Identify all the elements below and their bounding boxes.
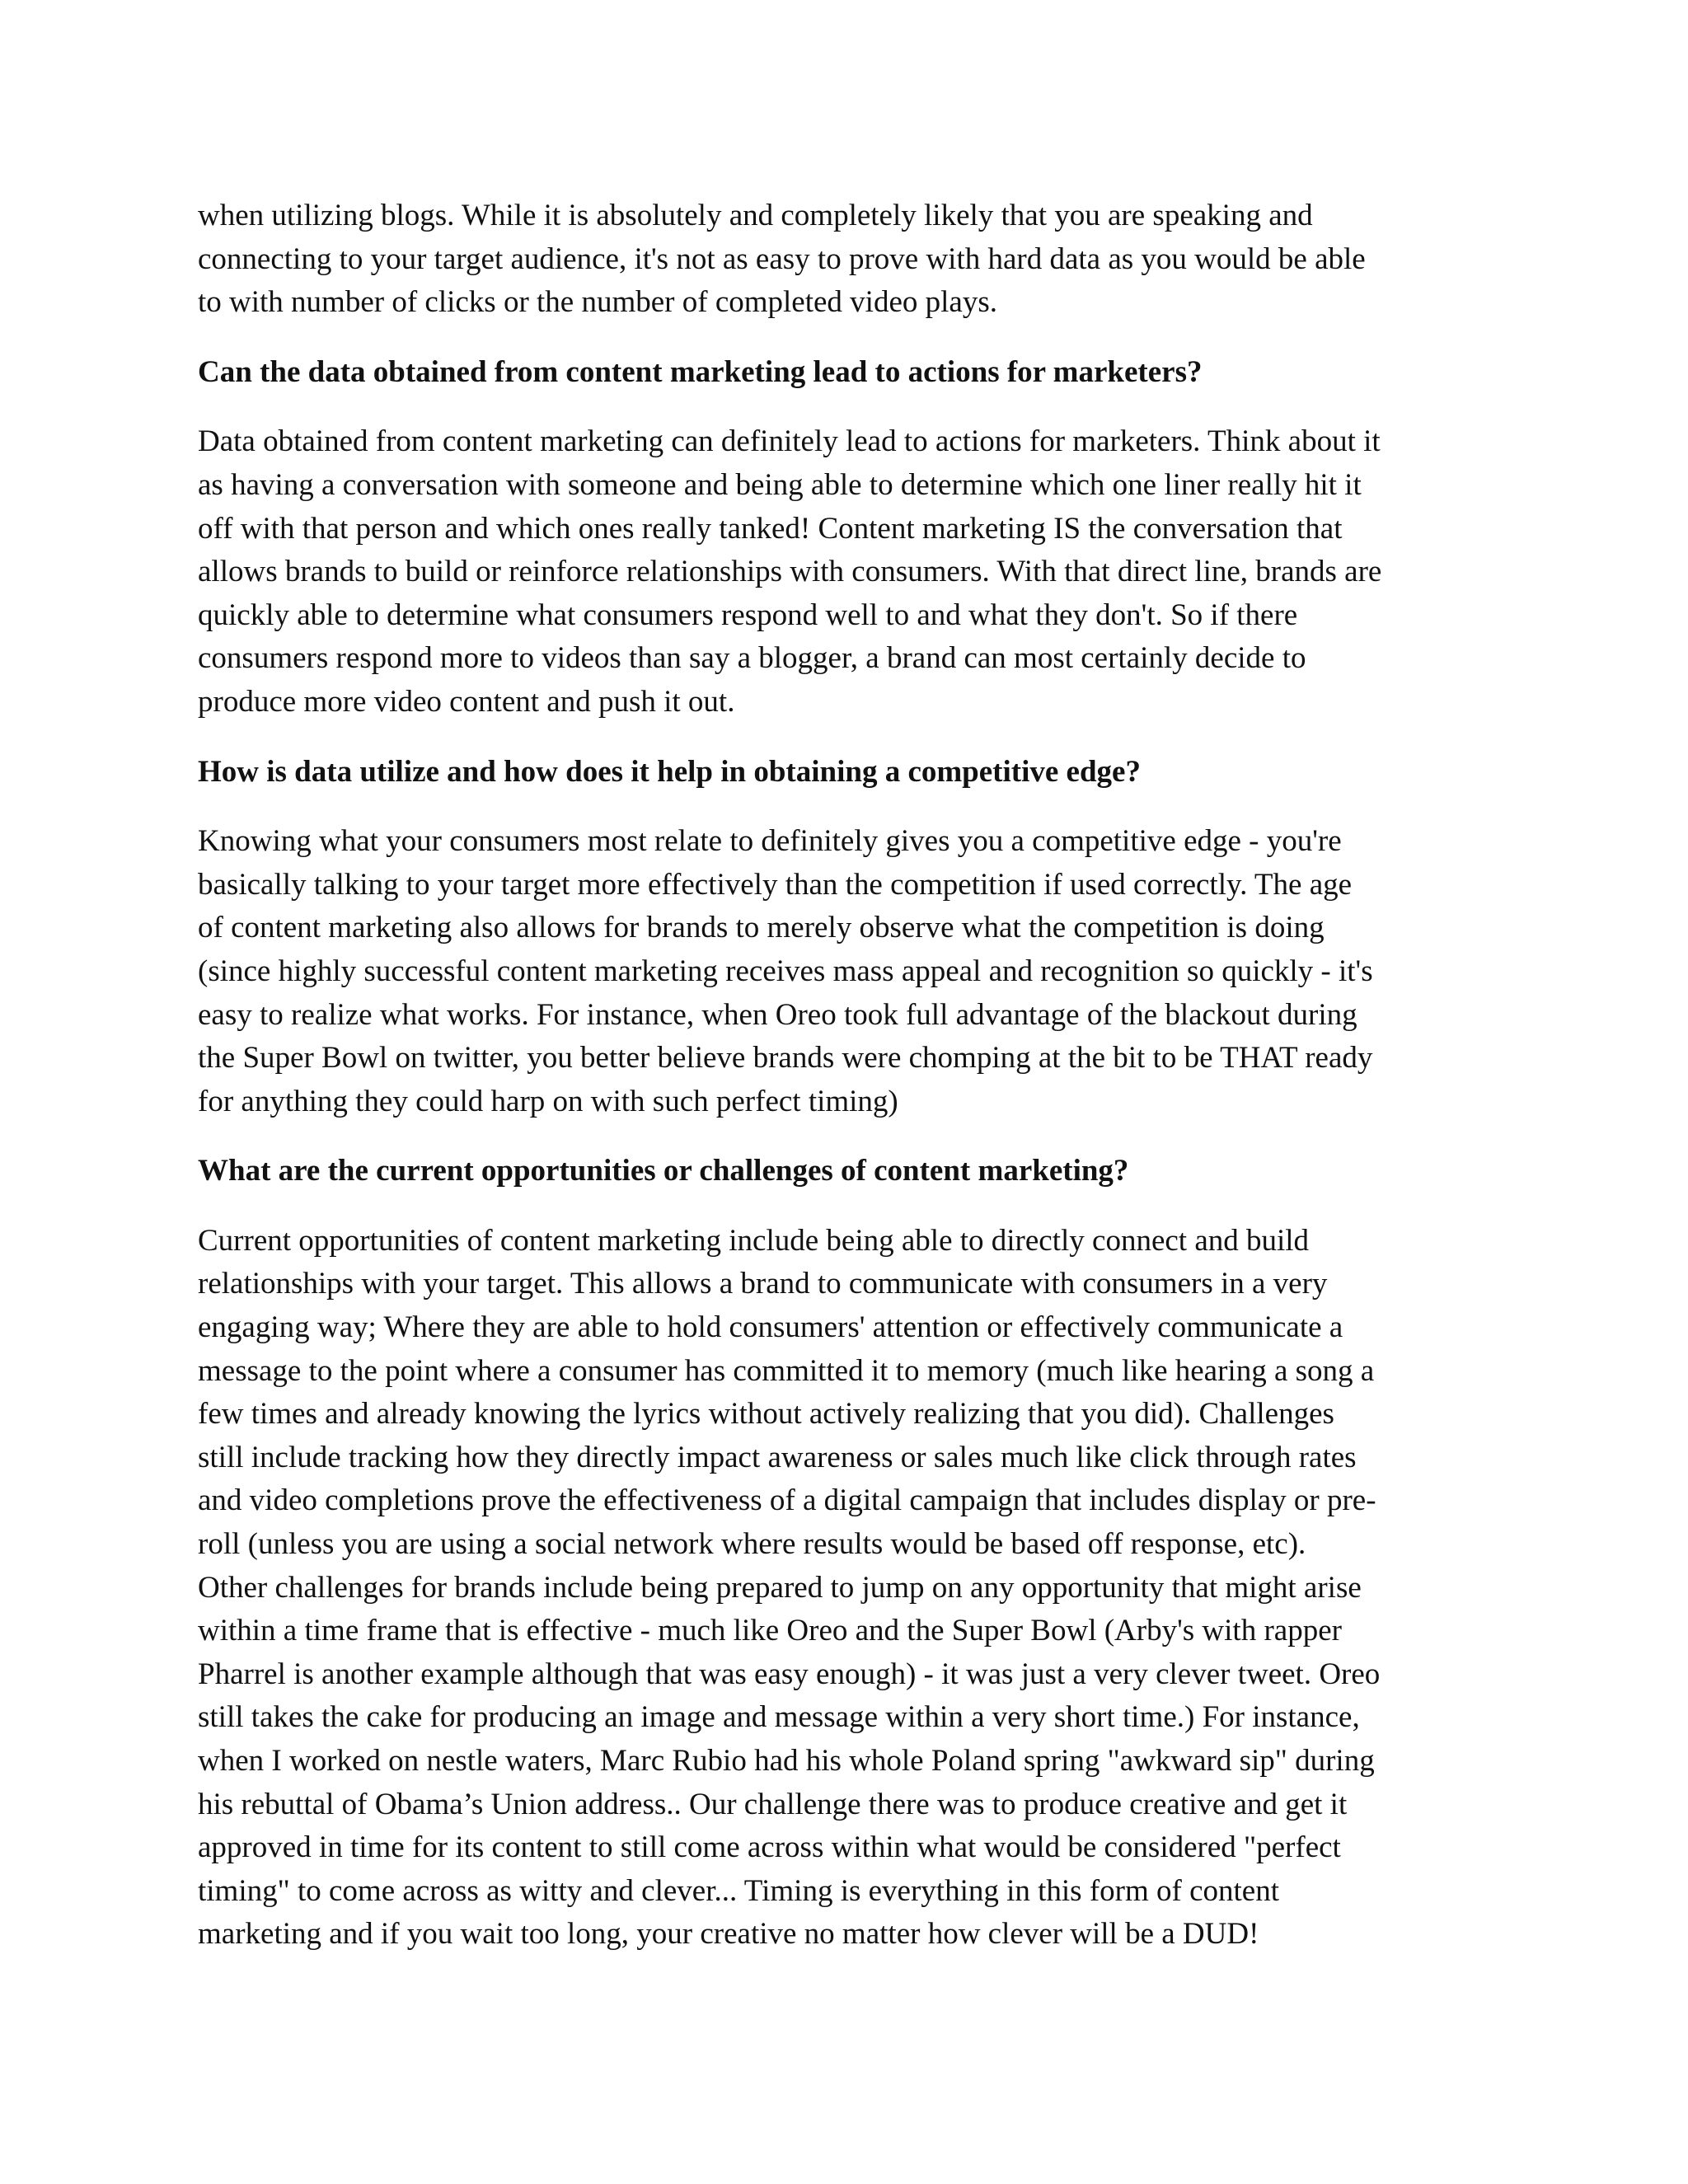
paragraph-line: timing" to come across as witty and clever... Timing is everything in this form of content (198, 1873, 1279, 1908)
paragraph-line: roll (unless you are using a social network where results would be based off response, etc). (198, 1527, 1306, 1562)
paragraph-line: Current opportunities of content marketing include being able to directly connect and build (198, 1223, 1310, 1258)
paragraph-line: allows brands to build or reinforce relationships with consumers. With that direct line, brands are (198, 555, 1382, 589)
section-heading-data-actions: Can the data obtained from content marketing lead to actions for marketers? (198, 354, 1203, 389)
paragraph-line: for anything they could harp on with such perfect timing) (198, 1084, 898, 1118)
paragraph-line: Pharrel is another example although that was easy enough) - it was just a very clever tweet. Oreo (198, 1657, 1381, 1691)
paragraph-line: Other challenges for brands include being prepared to jump on any opportunity that might arise (198, 1570, 1362, 1605)
paragraph-line: message to the point where a consumer has committed it to memory (much like hearing a song a (198, 1353, 1375, 1388)
paragraph-line: when I worked on nestle waters, Marc Rubio had his whole Poland spring "awkward sip" during (198, 1744, 1375, 1778)
paragraph-line: (since highly successful content marketing receives mass appeal and recognition so quickly - it's (198, 954, 1373, 988)
paragraph-line: engaging way; Where they are able to hold consumers' attention or effectively communicate a (198, 1310, 1343, 1345)
paragraph-opportunities-challenges (198, 1220, 1484, 1957)
paragraph-line: off with that person and which ones really tanked! Content marketing IS the conversation that (198, 511, 1343, 546)
paragraph-blogs-measurement (198, 194, 1484, 325)
paragraph-line: easy to realize what works. For instance, when Oreo took full advantage of the blackout during (198, 997, 1357, 1032)
paragraph-line: and video completions prove the effectiveness of a digital campaign that includes display or pre- (198, 1483, 1376, 1518)
section-heading-opportunities-challenges: What are the current opportunities or challenges of content marketing? (198, 1154, 1129, 1188)
paragraph-line: still include tracking how they directly impact awareness or sales much like click through rates (198, 1440, 1357, 1474)
paragraph-competitive-edge (198, 820, 1484, 1123)
paragraph-line: when utilizing blogs. While it is absolutely and completely likely that you are speaking and (198, 199, 1313, 232)
document-body (198, 194, 1484, 1983)
paragraph-line: basically talking to your target more effectively than the competition if used correctly. The age (198, 867, 1353, 902)
paragraph-line: within a time frame that is effective - much like Oreo and the Super Bowl (Arby's with rapper (198, 1614, 1342, 1648)
paragraph-line: Knowing what your consumers most relate to definitely gives you a competitive edge - you're (198, 824, 1342, 859)
paragraph-line: as having a conversation with someone and being able to determine which one liner really hit it (198, 467, 1362, 502)
paragraph-line: relationships with your target. This allows a brand to communicate with consumers in a very (198, 1267, 1328, 1301)
paragraph-line: his rebuttal of Obama’s Union address.. Our challenge there was to produce creative and get it (198, 1787, 1348, 1821)
paragraph-line: to with number of clicks or the number of completed video plays. (198, 285, 997, 320)
paragraph-line: connecting to your target audience, it's not as easy to prove with hard data as you would be able (198, 241, 1366, 276)
paragraph-line: approved in time for its content to still come across within what would be considered "perfect (198, 1830, 1341, 1865)
paragraph-line: marketing and if you wait too long, your creative no matter how clever will be a DUD! (198, 1917, 1259, 1952)
paragraph-data-actions (198, 420, 1484, 724)
paragraph-line: few times and already knowing the lyrics without actively realizing that you did). Challenges (198, 1397, 1334, 1432)
paragraph-line: of content marketing also allows for brands to merely observe what the competition is doing (198, 911, 1325, 945)
paragraph-line: still takes the cake for producing an image and message within a very short time.) For instance, (198, 1700, 1360, 1735)
section-heading-competitive-edge: How is data utilize and how does it help in obtaining a competitive edge? (198, 754, 1141, 789)
paragraph-line: Data obtained from content marketing can definitely lead to actions for marketers. Think about it (198, 424, 1381, 459)
paragraph-line: produce more video content and push it out. (198, 684, 735, 719)
paragraph-line: quickly able to determine what consumers respond well to and what they don't. So if there (198, 598, 1298, 632)
paragraph-line: consumers respond more to videos than say a blogger, a brand can most certainly decide to (198, 641, 1306, 676)
paragraph-line: the Super Bowl on twitter, you better believe brands were chomping at the bit to be THAT ready (198, 1041, 1373, 1076)
